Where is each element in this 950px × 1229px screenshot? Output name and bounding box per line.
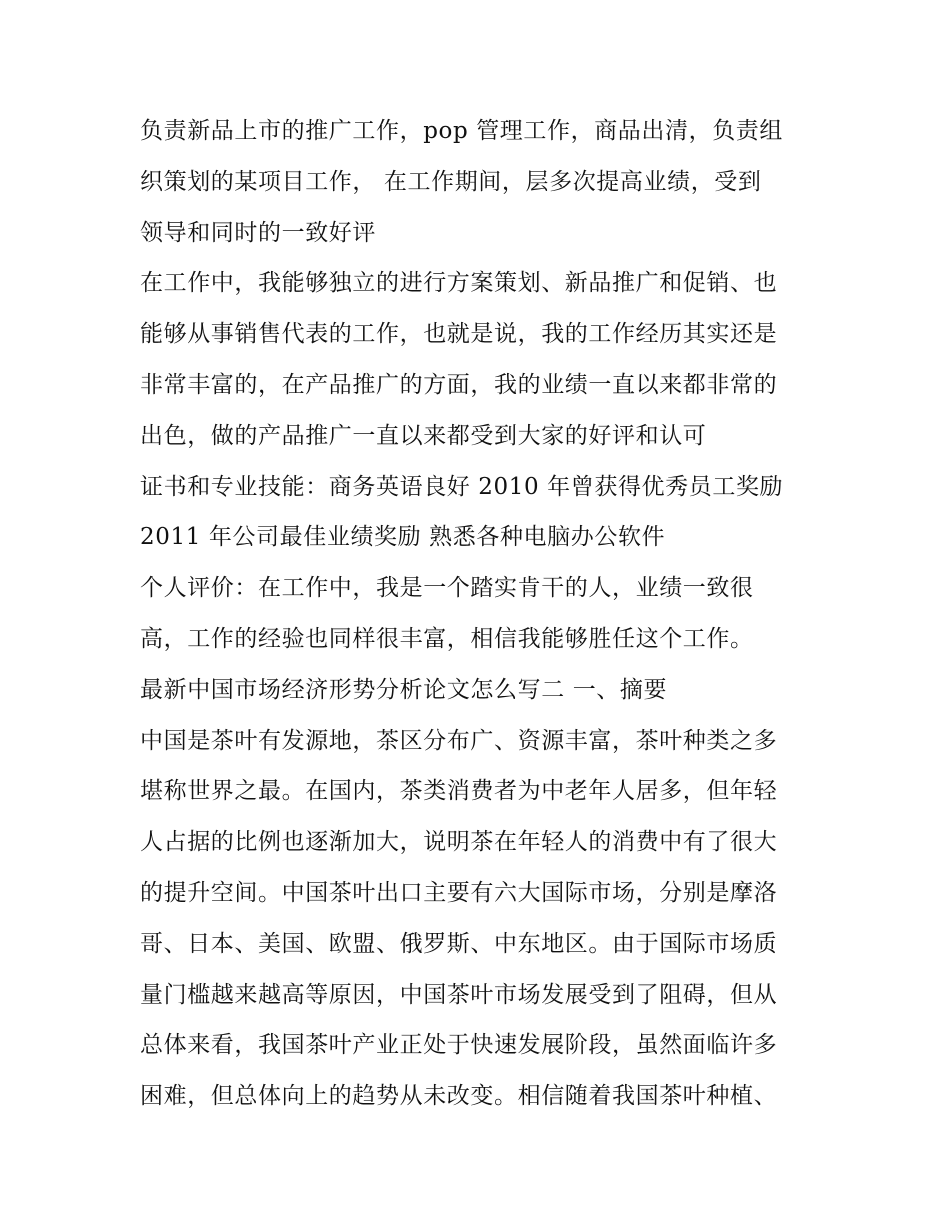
text-line: 中国是茶叶有发源地，茶区分布广、资源丰富，茶叶种类之多 [140, 727, 778, 754]
text-line: 出色，做的产品推广一直以来都受到大家的好评和认可 [140, 422, 707, 449]
text-line: 在工作中，我能够独立的进行方案策划、新品推广和促销、也 [140, 270, 778, 297]
text-line: 能够从事销售代表的工作，也就是说，我的工作经历其实还是 [140, 321, 778, 348]
text-line: 非常丰富的，在产品推广的方面，我的业绩一直以来都非常的 [140, 371, 778, 398]
text-line: 总体来看，我国茶叶产业正处于快速发展阶段，虽然面临许多 [140, 1032, 778, 1059]
text-line: 量门槛越来越高等原因，中国茶叶市场发展受到了阻碍，但从 [140, 981, 778, 1008]
text-line: 个人评价：在工作中，我是一个踏实肯干的人，业绩一致很 [140, 575, 754, 602]
text-line: 织策划的某项目工作， 在工作期间，层多次提高业绩，受到 [140, 168, 762, 195]
section-heading: 最新中国市场经济形势分析论文怎么写二 一、摘要 [140, 676, 668, 703]
text-line: 负责新品上市的推广工作，pop 管理工作，商品出清，负责组 [140, 118, 784, 144]
text-line: 困难，但总体向上的趋势从未改变。相信随着我国茶叶种植、 [140, 1083, 778, 1110]
text-line: 领导和同时的一致好评 [140, 219, 376, 246]
text-line: 堪称世界之最。在国内，茶类消费者为中老年人居多，但年轻 [140, 778, 778, 805]
document-body [140, 106, 820, 1122]
text-line: 人占据的比例也逐渐加大，说明茶在年轻人的消费中有了很大 [140, 829, 778, 856]
text-line: 高，工作的经验也同样很丰富，相信我能够胜任这个工作。 [140, 625, 754, 652]
text-line: 哥、日本、美国、欧盟、俄罗斯、中东地区。由于国际市场质 [140, 930, 778, 957]
text-line: 2011 年公司最佳业绩奖励 熟悉各种电脑办公软件 [140, 524, 666, 551]
text-line: 的提升空间。中国茶叶出口主要有六大国际市场，分别是摩洛 [140, 879, 778, 906]
text-line: 证书和专业技能：商务英语良好 2010 年曾获得优秀员工奖励 [140, 473, 784, 500]
